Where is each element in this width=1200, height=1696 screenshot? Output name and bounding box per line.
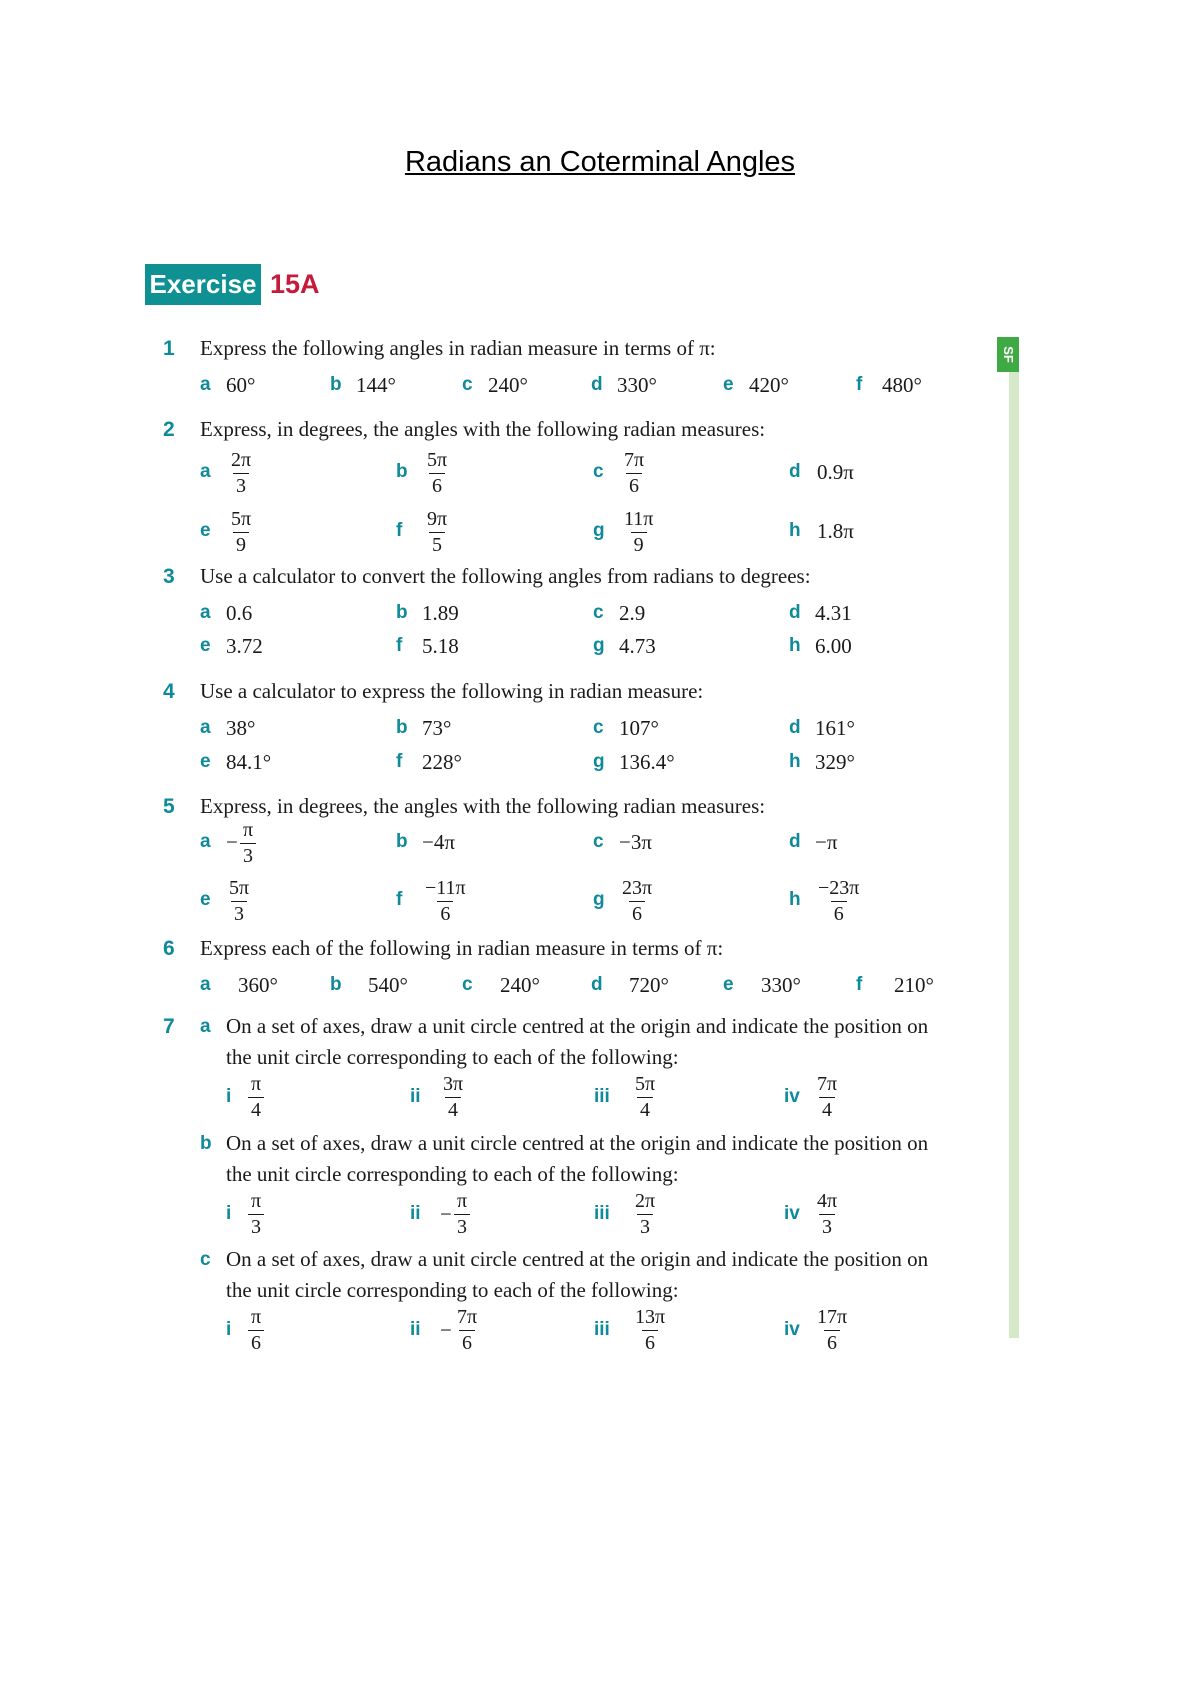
subitem-label: iii [594,1203,610,1224]
item-value: 161° [815,716,855,740]
fraction-denominator: 6 [831,901,847,927]
item-value: 240° [500,973,540,997]
fraction-value [814,1072,840,1123]
fraction-denominator: 9 [631,532,647,558]
item-value: 1.89 [422,601,459,625]
item-value: 136.4° [619,750,675,774]
item-value: 240° [488,373,528,397]
item-label: b [396,717,408,738]
question-number: 1 [163,337,175,360]
fraction-value [621,448,647,499]
item-label: e [723,374,734,395]
subitem-label: ii [410,1086,421,1107]
question-text: Use a calculator to convert the following angles from radians to degrees: [200,564,811,588]
item-label: e [200,889,211,910]
question-text: On a set of axes, draw a unit circle centred at the origin and indicate the position on [226,1014,929,1038]
fraction-numerator: π [251,1190,262,1212]
fraction-value [424,448,450,499]
section-margin-bar [1009,370,1019,1338]
fraction-numerator: 7π [817,1073,838,1095]
sf-badge [997,337,1019,372]
question-text: Express each of the following in radian measure in terms of π: [200,936,724,960]
item-value: 144° [356,373,396,397]
item-value: 330° [617,373,657,397]
fraction-value [424,507,450,558]
fraction-value [632,1305,668,1356]
item-label: h [789,520,801,541]
question-text: the unit circle corresponding to each of the following: [226,1278,679,1302]
item-value: −π [815,830,838,854]
fraction-value [632,1072,658,1123]
fraction-denominator: 3 [637,1214,653,1240]
fraction-value [228,448,254,499]
item-label: d [789,717,801,738]
fraction-denominator: 6 [824,1330,840,1356]
fraction-denominator: 3 [240,843,256,869]
item-value: 3.72 [226,634,263,658]
item-label: d [789,602,801,623]
item-label: d [591,974,603,995]
fraction-value [454,1305,480,1356]
fraction-numerator: −11π [425,877,466,899]
fraction-numerator: 17π [817,1306,848,1328]
subitem-label: iii [594,1319,610,1340]
fraction-value [248,1072,264,1123]
part-label: c [200,1249,211,1270]
item-value: 330° [761,973,801,997]
fraction-value [240,818,256,869]
item-value: 38° [226,716,256,740]
fraction-numerator: π [243,819,254,841]
exercise-number: 15A [270,269,320,299]
item-value: 60° [226,373,256,397]
subitem-label: i [226,1203,232,1224]
item-value: 2.9 [619,601,646,625]
question-text: the unit circle corresponding to each of the following: [226,1045,679,1069]
item-value: 6.00 [815,634,852,658]
question-text: Use a calculator to express the following in radian measure: [200,679,704,703]
fraction-denominator: 6 [248,1330,264,1356]
negative-sign: − [226,830,238,854]
item-label: g [593,751,605,772]
sf-badge-text: SF [1000,346,1016,363]
item-value: 420° [749,373,789,397]
item-value: −4π [422,830,455,854]
item-label: f [396,751,403,772]
fraction-numerator: 3π [443,1073,464,1095]
fraction-value [814,1305,850,1356]
fraction-value [621,507,656,558]
fraction-denominator: 4 [248,1097,264,1123]
subitem-label: ii [410,1203,421,1224]
fraction-denominator: 5 [429,532,445,558]
item-label: c [462,374,473,395]
item-value: 720° [629,973,669,997]
fraction-numerator: 9π [427,508,448,530]
item-value: 73° [422,716,452,740]
item-label: g [593,889,605,910]
fraction-numerator: 2π [231,449,252,471]
fraction-denominator: 4 [819,1097,835,1123]
item-label: b [396,602,408,623]
item-label: a [200,974,211,995]
fraction-denominator: 3 [454,1214,470,1240]
item-label: d [789,831,801,852]
exercise-label: Exercise [145,264,261,305]
item-label: f [856,974,863,995]
item-label: f [856,374,863,395]
subitem-label: i [226,1319,232,1340]
item-label: h [789,751,801,772]
item-label: g [593,635,605,656]
item-value: 210° [894,973,934,997]
item-label: h [789,889,801,910]
fraction-numerator: 7π [624,449,645,471]
question-text: Express, in degrees, the angles with the following radian measures: [200,794,766,818]
question-text: On a set of axes, draw a unit circle centred at the origin and indicate the position on [226,1247,929,1271]
item-label: c [593,461,604,482]
fraction-denominator: 6 [626,473,642,499]
item-value: 228° [422,750,462,774]
question-text: the unit circle corresponding to each of the following: [226,1162,679,1186]
fraction-denominator: 9 [233,532,249,558]
fraction-numerator: 5π [229,877,250,899]
question-text: Express the following angles in radian measure in terms of π: [200,336,716,360]
fraction-numerator: 4π [817,1190,838,1212]
fraction-denominator: 4 [445,1097,461,1123]
item-label: d [789,461,801,482]
fraction-value [440,1072,466,1123]
fraction-value [226,876,252,927]
fraction-value [454,1189,470,1240]
fraction-value [815,876,862,927]
item-label: e [200,751,211,772]
item-label: c [593,831,604,852]
fraction-denominator: 6 [629,901,645,927]
question-number: 4 [163,680,175,703]
fraction-numerator: 5π [231,508,252,530]
subitem-label: ii [410,1319,421,1340]
fraction-denominator: 3 [233,473,249,499]
fraction-value [248,1189,264,1240]
item-label: a [200,602,211,623]
item-label: b [396,461,408,482]
item-label: g [593,520,605,541]
item-value: 0.9π [817,460,854,484]
part-label: a [200,1016,211,1037]
item-label: a [200,374,211,395]
item-label: h [789,635,801,656]
item-value: 540° [368,973,408,997]
fraction-denominator: 3 [819,1214,835,1240]
negative-sign: − [440,1318,452,1342]
item-value: 107° [619,716,659,740]
subitem-label: iv [784,1086,800,1107]
item-label: c [462,974,473,995]
fraction-denominator: 6 [437,901,453,927]
item-value: −3π [619,830,652,854]
page-title: Radians an Coterminal Angles [404,146,796,178]
question-number: 5 [163,795,175,818]
item-label: a [200,717,211,738]
item-label: d [591,374,603,395]
item-label: f [396,889,403,910]
part-label: b [200,1133,212,1154]
fraction-denominator: 6 [642,1330,658,1356]
item-label: a [200,831,211,852]
fraction-numerator: 5π [427,449,448,471]
fraction-numerator: 11π [624,508,654,530]
question-text: Express, in degrees, the angles with the following radian measures: [200,417,766,441]
question-number: 7 [163,1015,175,1038]
item-value: 329° [815,750,855,774]
fraction-numerator: 23π [622,877,653,899]
subitem-label: iv [784,1319,800,1340]
fraction-denominator: 3 [248,1214,264,1240]
fraction-denominator: 6 [429,473,445,499]
item-label: e [200,635,211,656]
fraction-value [814,1189,840,1240]
fraction-value [632,1189,658,1240]
item-value: 4.31 [815,601,852,625]
fraction-denominator: 6 [459,1330,475,1356]
item-value: 0.6 [226,601,253,625]
question-number: 3 [163,565,175,588]
fraction-value [228,507,254,558]
fraction-numerator: π [457,1190,468,1212]
item-label: f [396,520,403,541]
fraction-denominator: 3 [231,901,247,927]
question-text: On a set of axes, draw a unit circle centred at the origin and indicate the position on [226,1131,929,1155]
fraction-numerator: −23π [818,877,860,899]
item-label: b [330,374,342,395]
item-label: c [593,717,604,738]
item-label: e [200,520,211,541]
item-label: c [593,602,604,623]
item-value: 1.8π [817,519,854,543]
fraction-denominator: 4 [637,1097,653,1123]
subitem-label: i [226,1086,232,1107]
fraction-numerator: 13π [635,1306,666,1328]
item-label: b [330,974,342,995]
fraction-value [422,876,469,927]
fraction-numerator: π [251,1073,262,1095]
subitem-label: iii [594,1086,610,1107]
fraction-value [248,1305,264,1356]
fraction-numerator: π [251,1306,262,1328]
item-label: a [200,461,211,482]
negative-sign: − [440,1202,452,1226]
fraction-numerator: 5π [635,1073,656,1095]
fraction-value [619,876,655,927]
item-value: 360° [238,973,278,997]
item-value: 480° [882,373,922,397]
fraction-numerator: 7π [457,1306,478,1328]
item-label: b [396,831,408,852]
item-label: f [396,635,403,656]
item-value: 4.73 [619,634,656,658]
item-value: 5.18 [422,634,459,658]
question-number: 6 [163,937,175,960]
question-number: 2 [163,418,175,441]
item-label: e [723,974,734,995]
item-value: 84.1° [226,750,272,774]
fraction-numerator: 2π [635,1190,656,1212]
subitem-label: iv [784,1203,800,1224]
